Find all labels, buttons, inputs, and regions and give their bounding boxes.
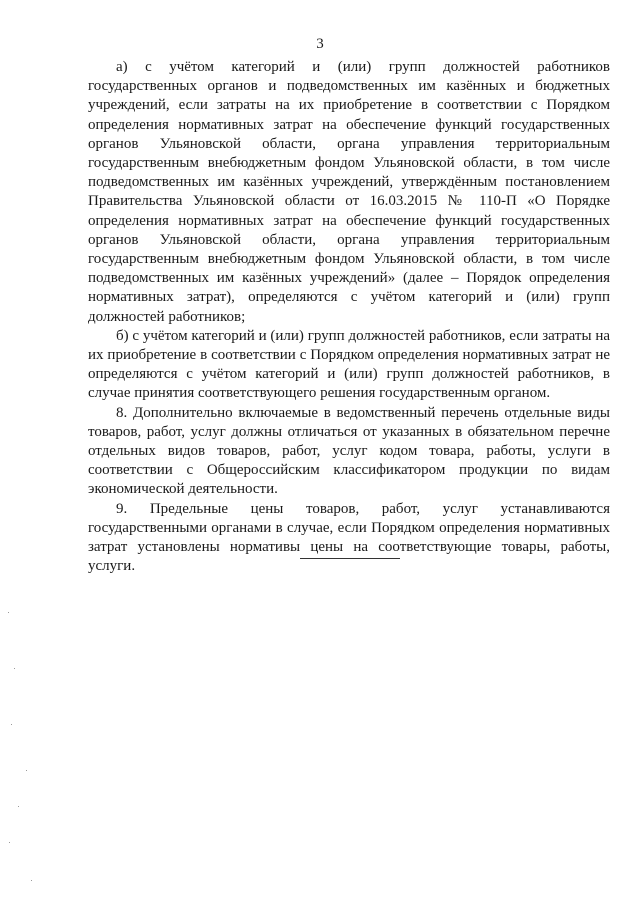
paragraph-8: 8. Дополнительно включаемые в ведомственный перечень отдельные виды товаров, работ, услуг должны отличаться от указанных в обязательном перечне отдельных видов товаров, работ, услуг кодом товара, работы, услуги в соответствии с Общероссийским классификатором продукции по видам экономической деятельности. [88, 404, 610, 498]
scan-speck [31, 880, 32, 881]
scan-speck [14, 668, 15, 669]
paragraph-9: 9. Предельные цены товаров, работ, услуг устанавливаются государственными органами в случае, если Порядком определения нормативных затрат установлены нормативы цены на соответствующие товары, работы, услуги. [88, 500, 610, 575]
scan-speck [9, 842, 10, 843]
scan-speck [8, 612, 9, 613]
scan-speck [11, 724, 12, 725]
scan-speck [18, 806, 19, 807]
scan-speck [26, 770, 27, 771]
paragraph-a: а) с учётом категорий и (или) групп должностей работников государственных органов и подведомственных им казённых и бюджетных учреждений, если затраты на их приобретение в соответствии с Порядком определения нормативных затрат на обеспечение функций государственных органов Ульяновской области, органа управления территориальным государственным внебюджетным фондом Ульяновской области, в том числе подведомственных им казённых учреждений, утверждённым постановлением Правительства Ульяновской области от 16.03.2015 № 110-П «О Порядке определения нормативных затрат на обеспечение функций государственных органов Ульяновской области, органа управления территориальным государственным внебюджетным фондом Ульяновской области, в том числе подведомственных им казённых учреждений» (далее – Порядок определения нормативных затрат), определяются с учётом категорий и (или) групп должностей работников; [88, 59, 610, 325]
paragraph-b: б) с учётом категорий и (или) групп должностей работников, если затраты на их приобретение в соответствии с Порядком определения нормативных затрат не определяются с учётом категорий и (или) групп должностей работников, в случае принятия соответствующего решения государственным органом. [88, 327, 610, 402]
end-divider [300, 558, 400, 559]
document-body [88, 58, 610, 576]
page-number: 3 [316, 36, 324, 52]
